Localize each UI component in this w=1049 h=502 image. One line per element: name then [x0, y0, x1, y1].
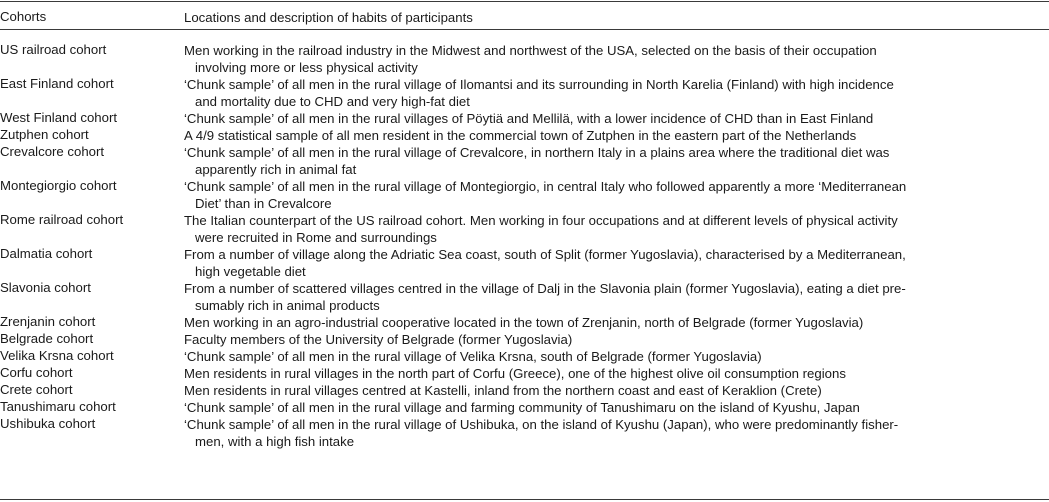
table-row [0, 178, 1049, 212]
table-row [0, 314, 1049, 331]
cohort-description-line: From a number of village along the Adriatic Sea coast, south of Split (former Yugoslavia), characterised by a Mediterranean, [184, 247, 906, 262]
cohort-description-line: Men working in an agro-industrial cooperative located in the town of Zrenjanin, north of Belgrade (former Yugoslavia) [184, 315, 864, 330]
table-row [0, 246, 1049, 280]
cohort-name: Belgrade cohort [0, 331, 94, 346]
cohort-description [184, 42, 1044, 76]
table-row [0, 348, 1049, 365]
table-row [0, 127, 1049, 144]
table-row [0, 399, 1049, 416]
cohort-name: West Finland cohort [0, 110, 118, 125]
cohort-description-line: ‘Chunk sample’ of all men in the rural village of Crevalcore, in northern Italy in a plains area where the traditional diet was [184, 145, 890, 160]
cohort-description [184, 246, 1044, 280]
cohort-description [184, 399, 1044, 416]
table-row [0, 76, 1049, 110]
table-bottom-rule [0, 499, 1049, 500]
table-row [0, 382, 1049, 399]
header-description-text: Locations and description of habits of participants [184, 10, 473, 25]
cohort-description [184, 331, 1044, 348]
cohort-description-line: ‘Chunk sample’ of all men in the rural villages of Pöytiä and Mellilä, with a lower incidence of CHD than in East Finland [184, 111, 874, 126]
table-row [0, 42, 1049, 76]
table-row [0, 280, 1049, 314]
cohort-description [184, 144, 1044, 178]
cohort-description [184, 416, 1044, 450]
cohort-description [184, 280, 1044, 314]
cohort-name: Tanushimaru cohort [0, 399, 116, 414]
table-row [0, 212, 1049, 246]
cohort-name: Slavonia cohort [0, 280, 91, 295]
cohort-description [184, 178, 1044, 212]
cohort-description-line: From a number of scattered villages centred in the village of Dalj in the Slavonia plain (former Yugoslavia), eating a diet pre- [184, 281, 906, 296]
cohort-name: Crevalcore cohort [0, 144, 105, 159]
table-row [0, 110, 1049, 127]
cohort-description [184, 365, 1044, 382]
cohort-description [184, 348, 1044, 365]
table-row [0, 144, 1049, 178]
table-top-rule [0, 1, 1049, 2]
cohort-name: Zrenjanin cohort [0, 314, 96, 329]
table-header-rule [0, 29, 1049, 30]
cohort-name: US railroad cohort [0, 42, 107, 57]
cohort-description-line: sumably rich in animal products [195, 298, 380, 313]
cohort-description [184, 127, 1044, 144]
cohort-description-line: Men working in the railroad industry in the Midwest and northwest of the USA, selected on the basis of their occupation [184, 43, 877, 58]
cohort-description-line: Diet’ than in Crevalcore [195, 196, 332, 211]
cohort-description-line: men, with a high fish intake [195, 434, 355, 449]
cohort-description-line: were recruited in Rome and surroundings [195, 230, 437, 245]
cohort-description-line: apparently rich in animal fat [195, 162, 357, 177]
cohort-description-line: Men residents in rural villages in the north part of Corfu (Greece), one of the highest olive oil consumption regions [184, 366, 846, 381]
cohort-name: Rome railroad cohort [0, 212, 124, 227]
cohort-description-line: involving more or less physical activity [195, 60, 418, 75]
cohort-description-line: ‘Chunk sample’ of all men in the rural village of Velika Krsna, south of Belgrade (former Yugoslavia) [184, 349, 762, 364]
cohort-description-line: ‘Chunk sample’ of all men in the rural village of Montegiorgio, in central Italy who followed apparently a more ‘Mediterranean [184, 179, 907, 194]
cohort-description [184, 382, 1044, 399]
table-row [0, 331, 1049, 348]
cohort-name: Velika Krsna cohort [0, 348, 114, 363]
cohort-description [184, 110, 1044, 127]
cohort-description-line: Faculty members of the University of Belgrade (former Yugoslavia) [184, 332, 573, 347]
cohort-description-line: Men residents in rural villages centred at Kastelli, inland from the northern coast and east of Keraklion (Crete) [184, 383, 822, 398]
cohort-description-line: The Italian counterpart of the US railroad cohort. Men working in four occupations and at different levels of physical activity [184, 213, 898, 228]
table-body [0, 42, 1049, 450]
cohort-description [184, 76, 1044, 110]
cohort-name: Zutphen cohort [0, 127, 89, 142]
header-cohorts: Cohorts [0, 9, 47, 24]
cohort-name: Crete cohort [0, 382, 73, 397]
cohort-description-line: ‘Chunk sample’ of all men in the rural village of Ilomantsi and its surrounding in North Karelia (Finland) with high incidence [184, 77, 894, 92]
cohort-description [184, 212, 1044, 246]
cohort-description-line: A 4/9 statistical sample of all men resident in the commercial town of Zutphen in the eastern part of the Netherlands [184, 128, 857, 143]
cohort-name: Montegiorgio cohort [0, 178, 117, 193]
table-row [0, 365, 1049, 382]
table-row [0, 416, 1049, 450]
cohort-description-line: high vegetable diet [195, 264, 306, 279]
cohort-name: Dalmatia cohort [0, 246, 93, 261]
header-description [184, 9, 1044, 26]
table-header-row [0, 9, 1049, 27]
cohort-description-line: and mortality due to CHD and very high-fat diet [195, 94, 470, 109]
cohort-name: East Finland cohort [0, 76, 114, 91]
cohort-description-line: ‘Chunk sample’ of all men in the rural village of Ushibuka, on the island of Kyushu (Japan), who were predominantly fisher- [184, 417, 899, 432]
cohort-description-line: ‘Chunk sample’ of all men in the rural village and farming community of Tanushimaru on the island of Kyushu, Japan [184, 400, 860, 415]
cohort-description [184, 314, 1044, 331]
cohort-name: Ushibuka cohort [0, 416, 96, 431]
cohort-name: Corfu cohort [0, 365, 73, 380]
